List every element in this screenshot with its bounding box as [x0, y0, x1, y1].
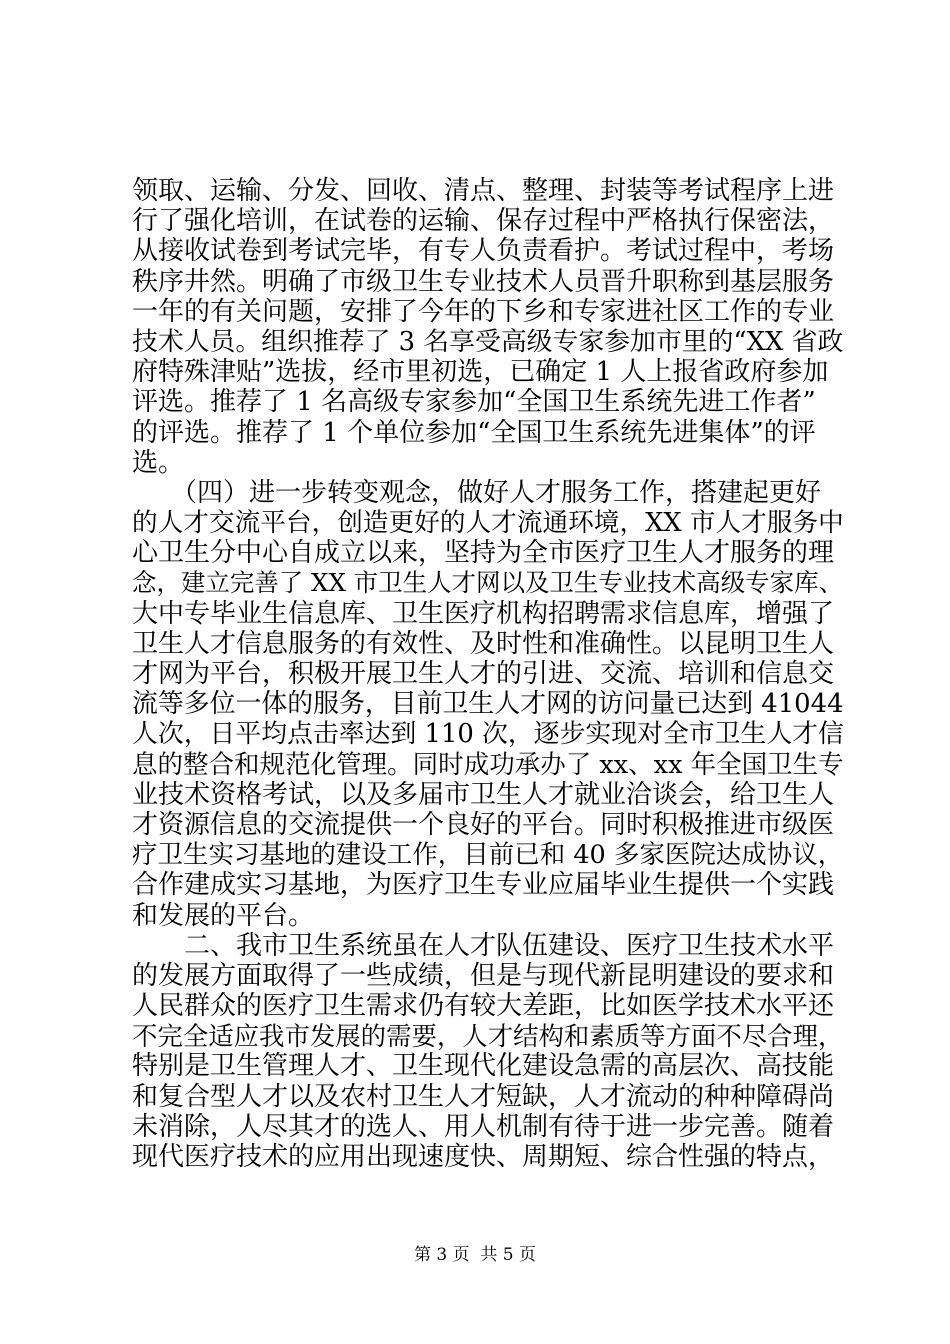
text-line: 业技术资格考试，以及多届市卫生人才就业洽谈会，给卫生人	[132, 779, 835, 810]
text-line: 疗卫生实习基地的建设工作，目前已和 40 多家医院达成协议，	[132, 840, 844, 871]
text-line: 一年的有关问题，安排了今年的下乡和专家进社区工作的专业	[132, 296, 835, 327]
document-body	[132, 176, 844, 1172]
text-line: 特别是卫生管理人才、卫生现代化建设急需的高层次、高技能	[132, 1051, 835, 1082]
text-line: 秩序井然。明确了市级卫生专业技术人员晋升职称到基层服务	[132, 266, 835, 297]
text-line: 心卫生分中心自成立以来，坚持为全市医疗卫生人才服务的理	[132, 538, 835, 569]
text-line: 合作建成实习基地，为医疗卫生专业应届毕业生提供一个实践	[132, 870, 835, 901]
text-line: 流等多位一体的服务，目前卫生人才网的访问量已达到 41044	[132, 689, 844, 720]
text-line: 从接收试卷到考试完毕，有专人负责看护。考试过程中，考场	[132, 236, 835, 267]
text-line: 不完全适应我市发展的需要，人才结构和素质等方面不尽合理，	[132, 1021, 844, 1052]
page-footer	[0, 1244, 950, 1266]
text-line: 现代医疗技术的应用出现速度快、周期短、综合性强的特点，	[132, 1142, 835, 1172]
text-line: 府特殊津贴”选拔，经市里初选，已确定 1 人上报省政府参加	[132, 357, 829, 388]
text-line: 人民群众的医疗卫生需求仍有较大差距，比如医学技术水平还	[132, 991, 835, 1022]
text-line: 才资源信息的交流提供一个良好的平台。同时积极推进市级医	[132, 809, 835, 840]
text-line: 评选。推荐了 1 名高级专家参加“全国卫生系统先进工作者”	[132, 387, 816, 418]
text-line: 二、我市卫生系统虽在人才队伍建设、医疗卫生技术水平	[132, 930, 835, 961]
text-line: 未消除，人尽其才的选人、用人机制有待于进一步完善。随着	[132, 1111, 835, 1142]
text-line: 念，建立完善了 XX 市卫生人才网以及卫生专业技术高级专家库、	[132, 568, 844, 598]
text-line: 技术人员。组织推荐了 3 名享受高级专家参加市里的“XX 省政	[132, 326, 844, 357]
text-line: 选。	[132, 447, 185, 478]
text-line: 领取、运输、分发、回收、清点、整理、封装等考试程序上进	[132, 176, 835, 206]
page-number-label: 第 3 页 共 5 页	[413, 1245, 537, 1265]
text-line: 的评选。推荐了 1 个单位参加“全国卫生系统先进集体”的评	[132, 417, 816, 448]
text-line: 的发展方面取得了一些成绩，但是与现代新昆明建设的要求和	[132, 960, 835, 991]
text-line: 人次，日平均点击率达到 110 次，逐步实现对全市卫生人才信	[132, 719, 844, 750]
text-line: 的人才交流平台，创造更好的人才流通环境，XX 市人才服务中	[132, 508, 844, 539]
text-line: 和复合型人才以及农村卫生人才短缺，人才流动的种种障碍尚	[132, 1081, 835, 1112]
text-line: 卫生人才信息服务的有效性、及时性和准确性。以昆明卫生人	[132, 628, 835, 659]
text-line: 息的整合和规范化管理。同时成功承办了 xx、xx 年全国卫生专	[132, 749, 844, 780]
text-line: 行了强化培训，在试卷的运输、保存过程中严格执行保密法，	[132, 206, 835, 237]
text-line: 大中专毕业生信息库、卫生医疗机构招聘需求信息库，增强了	[132, 598, 835, 629]
text-line: 和发展的平台。	[132, 900, 315, 931]
text-line: 才网为平台，积极开展卫生人才的引进、交流、培训和信息交	[132, 659, 835, 689]
text-line: （四）进一步转变观念，做好人才服务工作，搭建起更好	[132, 477, 822, 508]
